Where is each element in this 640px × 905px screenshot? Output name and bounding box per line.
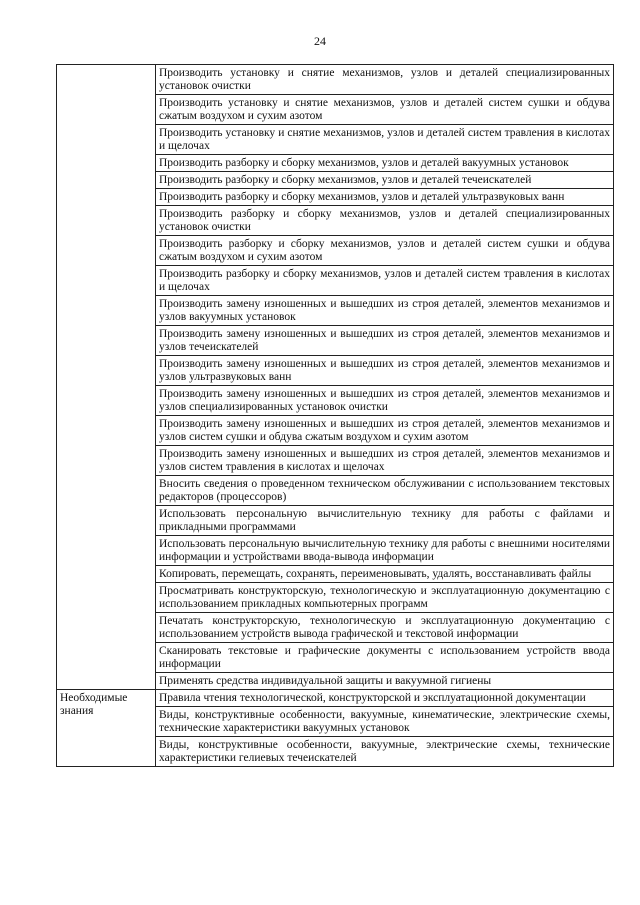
skills-item-cell: Вносить сведения о проведенном техническом обслуживании с использованием текстовых редакторов (процессоров)	[156, 476, 614, 506]
knowledge-item-cell: Виды, конструктивные особенности, вакуумные, кинематические, электрические схемы, технические характеристики вакуумных установок	[156, 707, 614, 737]
skills-item-cell: Производить разборку и сборку механизмов, узлов и деталей систем травления в кислотах и щелочах	[156, 266, 614, 296]
skills-item-cell: Использовать персональную вычислительную технику для работы с файлами и прикладными программами	[156, 506, 614, 536]
skills-item-cell: Производить разборку и сборку механизмов, узлов и деталей ультразвуковых ванн	[156, 189, 614, 206]
skills-item-cell: Производить замену изношенных и вышедших из строя деталей, элементов механизмов и узлов специализированных установок очистки	[156, 386, 614, 416]
knowledge-section-label: Необходимые знания	[60, 692, 128, 717]
skills-item-cell: Производить замену изношенных и вышедших из строя деталей, элементов механизмов и узлов систем травления в кислотах и щелочах	[156, 446, 614, 476]
skills-item-cell: Печатать конструкторскую, технологическую и эксплуатационную документацию с использованием устройств вывода графической и текстовой информации	[156, 613, 614, 643]
skills-item-cell: Просматривать конструкторскую, технологическую и эксплуатационную документацию с использованием прикладных компьютерных программ	[156, 583, 614, 613]
skills-item-cell: Производить разборку и сборку механизмов, узлов и деталей систем сушки и обдува сжатым воздухом и сухим азотом	[156, 236, 614, 266]
skills-item-cell: Копировать, перемещать, сохранять, переименовывать, удалять, восстанавливать файлы	[156, 566, 614, 583]
knowledge-section-label-cell	[57, 690, 156, 767]
skills-item-cell: Производить установку и снятие механизмов, узлов и деталей систем травления в кислотах и щелочах	[156, 125, 614, 155]
skills-item-cell: Применять средства индивидуальной защиты и вакуумной гигиены	[156, 673, 614, 690]
knowledge-item-cell: Правила чтения технологической, конструкторской и эксплуатационной документации	[156, 690, 614, 707]
skills-item-cell: Производить разборку и сборку механизмов, узлов и деталей течеискателей	[156, 172, 614, 189]
table-row	[57, 65, 614, 95]
skills-item-cell: Производить разборку и сборку механизмов, узлов и деталей вакуумных установок	[156, 155, 614, 172]
skills-item-cell: Производить замену изношенных и вышедших из строя деталей, элементов механизмов и узлов ультразвуковых ванн	[156, 356, 614, 386]
skills-section-label-cell	[57, 65, 156, 690]
requirements-table	[56, 64, 614, 767]
knowledge-item-cell: Виды, конструктивные особенности, вакуумные, электрические схемы, технические характеристики гелиевых течеискателей	[156, 737, 614, 767]
skills-item-cell: Производить замену изношенных и вышедших из строя деталей, элементов механизмов и узлов вакуумных установок	[156, 296, 614, 326]
skills-item-cell: Производить установку и снятие механизмов, узлов и деталей специализированных установок очистки	[156, 65, 614, 95]
skills-item-cell: Сканировать текстовые и графические документы с использованием устройств ввода информации	[156, 643, 614, 673]
requirements-table-body	[57, 65, 614, 767]
skills-item-cell: Производить замену изношенных и вышедших из строя деталей, элементов механизмов и узлов течеискателей	[156, 326, 614, 356]
skills-item-cell: Производить разборку и сборку механизмов, узлов и деталей специализированных установок очистки	[156, 206, 614, 236]
skills-item-cell: Использовать персональную вычислительную технику для работы с внешними носителями информации и устройствами ввода-вывода информации	[156, 536, 614, 566]
skills-item-cell: Производить замену изношенных и вышедших из строя деталей, элементов механизмов и узлов систем сушки и обдува сжатым воздухом и сухим азотом	[156, 416, 614, 446]
skills-item-cell: Производить установку и снятие механизмов, узлов и деталей систем сушки и обдува сжатым воздухом и сухим азотом	[156, 95, 614, 125]
page-number: 24	[314, 34, 326, 48]
table-row	[57, 690, 614, 707]
